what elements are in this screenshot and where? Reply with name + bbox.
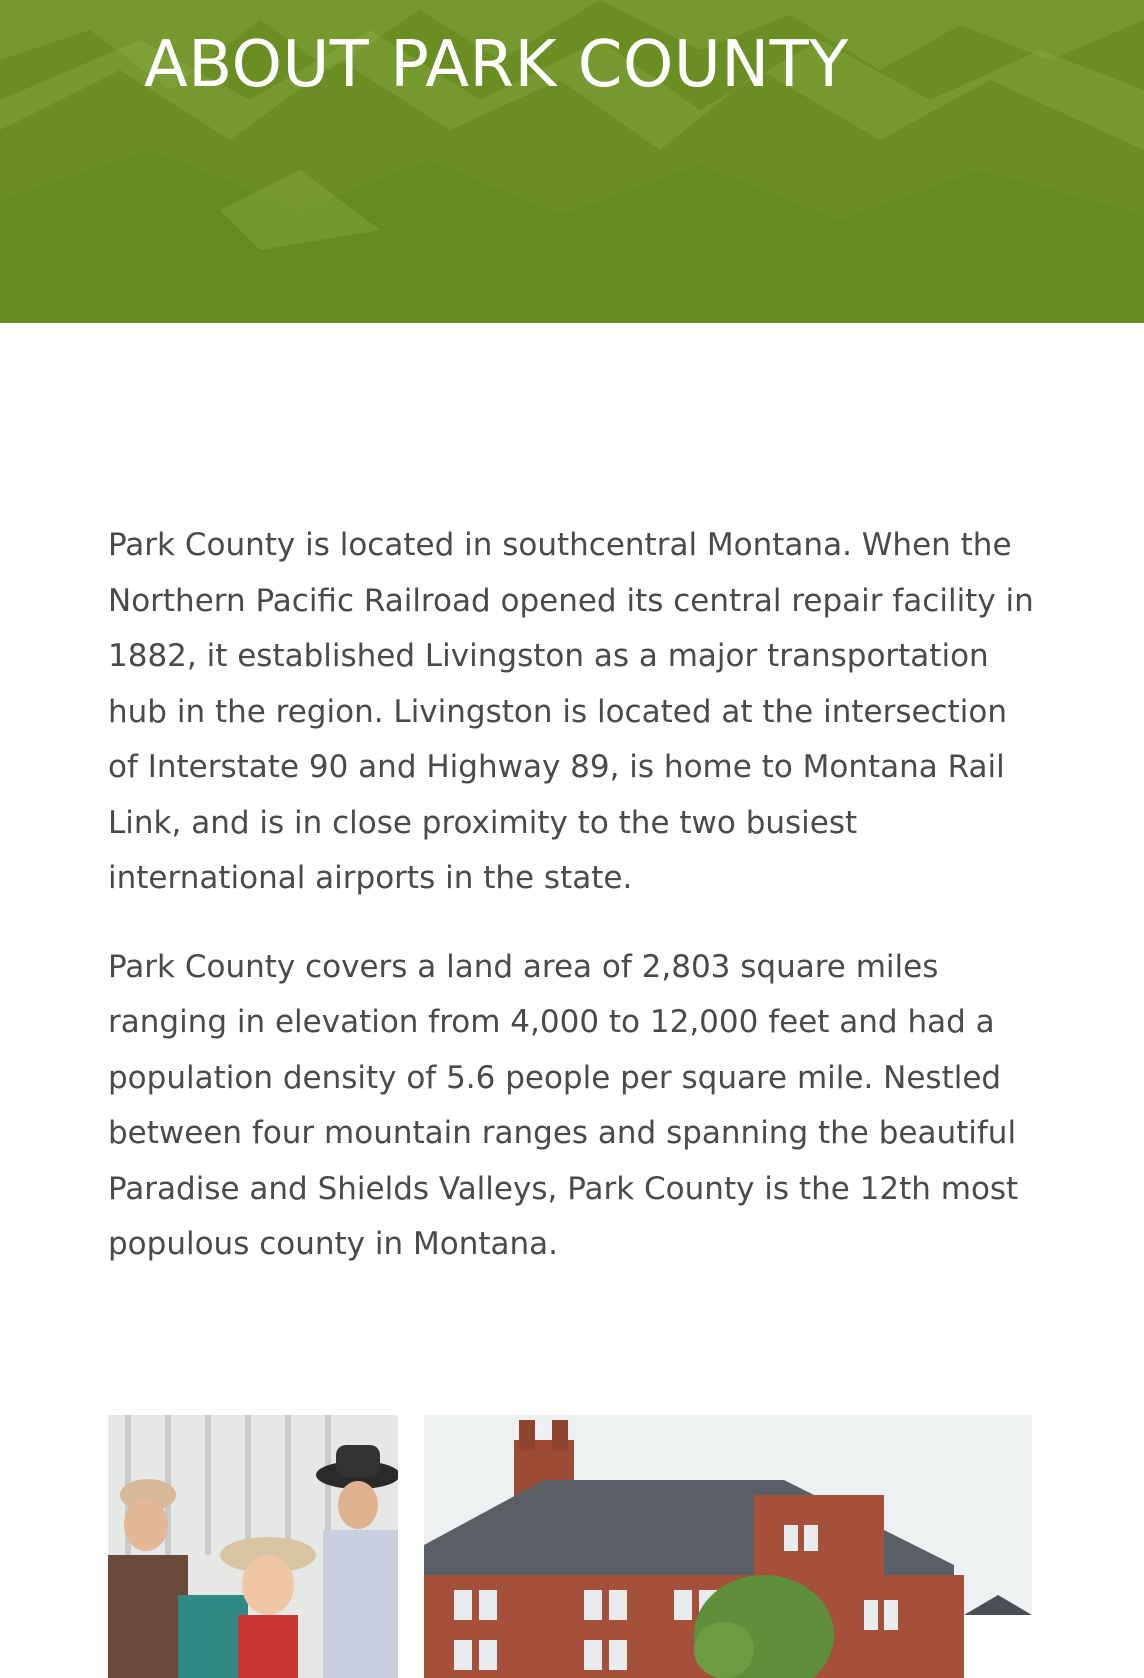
family-rodeo-photo [108, 1415, 398, 1678]
page-title: ABOUT PARK COUNTY [144, 28, 849, 102]
geography-paragraph: Park County covers a land area of 2,803 square miles ranging in elevation from 4,000 to 12,000 feet and had a population density of 5.6 people per square mile. Nestled between four mountain ranges and spanning the beautiful Paradise and Shields Valleys, Park County is the 12th most populous county in Montana. [108, 948, 1019, 1262]
hero-banner [0, 0, 1144, 323]
intro-paragraph: Park County is located in southcentral Montana. When the Northern Pacific Railroad opened its central repair facility in 1882, it established Livingston as a major transportation hub in the region. Livingston is located at the intersection of Interstate 90 and Highway 89, is home to Montana Rail Link, and is in close proximity to the two busiest international airports in the state. [108, 527, 1034, 896]
brick-building-photo [424, 1415, 1032, 1678]
about-content [108, 518, 1038, 1306]
